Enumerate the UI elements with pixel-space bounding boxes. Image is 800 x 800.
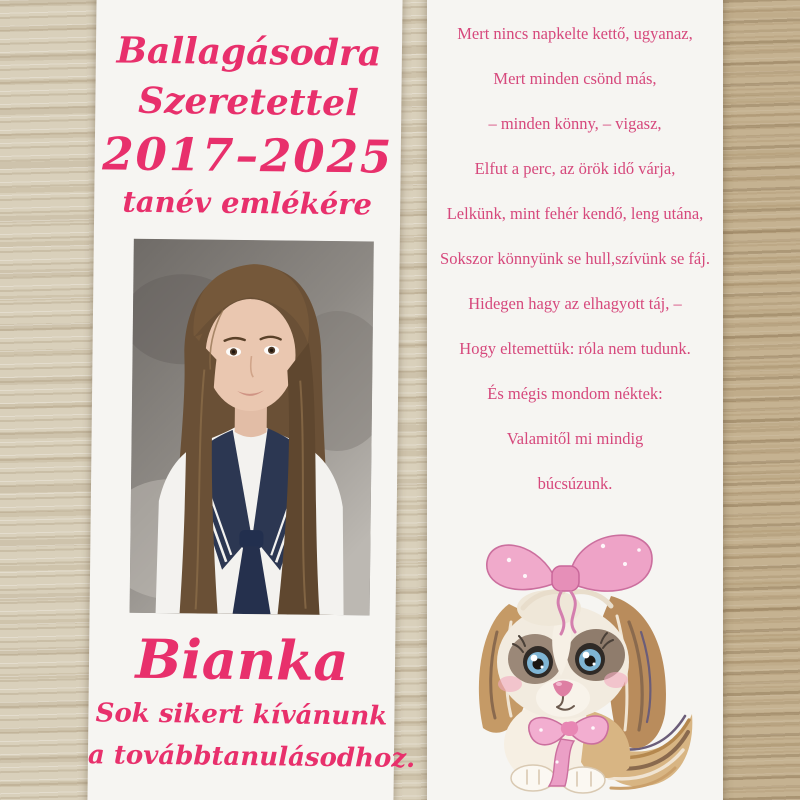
student-name: Bianka bbox=[135, 626, 349, 694]
title-line-2: Szeretettel bbox=[137, 79, 359, 125]
title-line-1: Ballagásodra bbox=[116, 29, 382, 75]
poem-line-7: Hidegen hagy az elhagyott táj, – bbox=[468, 294, 682, 313]
school-years: 2017–2025 bbox=[101, 127, 394, 184]
subtitle: tanév emlékére bbox=[122, 184, 373, 222]
poem-line-10: Valamitől mi mindig bbox=[506, 429, 644, 448]
wish-line-1: Sok sikert kívánunk bbox=[95, 698, 388, 732]
poem-line-1: Mert nincs napkelte kettő, ugyanaz, bbox=[457, 24, 693, 43]
poem-line-5: Lelkünk, mint fehér kendő, leng utána, bbox=[446, 204, 704, 223]
puppy-illustration bbox=[453, 512, 705, 798]
puppy-graphic bbox=[453, 512, 705, 798]
poem-line-4: Elfut a perc, az örök idő várja, bbox=[474, 159, 676, 178]
poem-line-6: Sokszor könnyünk se hull,szívünk se fáj. bbox=[440, 249, 710, 268]
poem-line-2: Mert minden csönd más, bbox=[493, 69, 657, 88]
portrait-photo bbox=[130, 239, 374, 616]
bookmark-front-panel bbox=[87, 0, 416, 800]
poem-line-9: És mégis mondom néktek: bbox=[487, 384, 663, 403]
poem-line-3: – minden könny, – vigasz, bbox=[488, 114, 662, 133]
portrait-photo-graphic bbox=[130, 239, 374, 616]
poem-line-11: búcsúzunk. bbox=[537, 474, 613, 493]
wish-line-2: a továbbtanulásodhoz. bbox=[87, 740, 416, 774]
bookmark-back-panel bbox=[427, 0, 723, 800]
wood-desk-right-strip bbox=[722, 0, 800, 800]
poem-line-8: Hogy eltemettük: róla nem tudunk. bbox=[459, 339, 691, 358]
